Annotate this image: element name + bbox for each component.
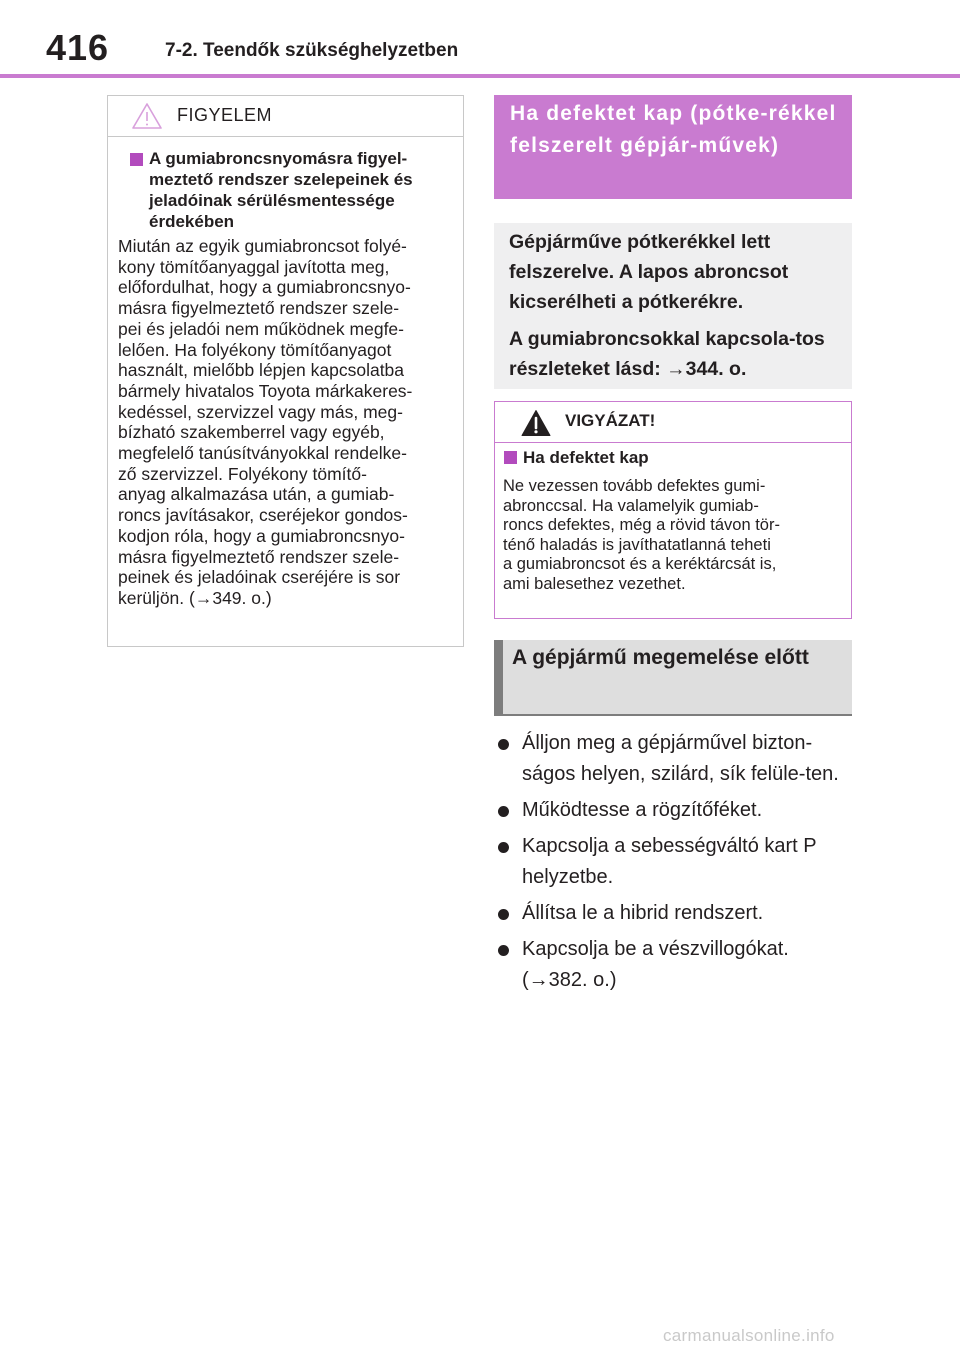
summary-paragraph: A gumiabroncsokkal kapcsola-tos részleteket lásd: →344. o. bbox=[509, 328, 825, 380]
section-heading-bar bbox=[494, 640, 503, 714]
warning-title: VIGYÁZAT! bbox=[565, 411, 656, 430]
caution-body bbox=[118, 236, 458, 609]
caution-subtitle-text: A gumiabroncsnyomásra figyel-meztető rendszer szelepeinek és jeladóinak sérülésmentessége érdekében bbox=[149, 149, 413, 231]
warning-line: ami balesethez vezethet. bbox=[503, 574, 686, 593]
summary-box bbox=[494, 223, 852, 389]
caution-line: peinek és jeladóinak cseréjére is sor bbox=[118, 567, 401, 588]
bullet-dot-icon bbox=[498, 739, 509, 750]
caution-line: anyag alkalmazása után, a gumiab- bbox=[118, 484, 395, 505]
page-number: 416 bbox=[46, 27, 110, 68]
watermark: carmanualsonline.info bbox=[663, 1326, 835, 1345]
caution-line: Miután az egyik gumiabroncsot folyé- bbox=[118, 236, 407, 256]
caution-line: használt, mielőbb lépjen kapcsolatba bbox=[118, 360, 405, 381]
bullet-dot-icon bbox=[498, 909, 509, 920]
warning-line: a gumiabroncsot és a keréktárcsát is, bbox=[503, 555, 777, 573]
section-heading-flat-tire bbox=[494, 95, 852, 199]
section-heading-text: A gépjármű megemelése előtt bbox=[512, 646, 809, 669]
warning-line: abronccsal. Ha valamelyik gumiab- bbox=[503, 496, 759, 515]
list-item-text: Kapcsolja a sebességváltó kart P helyzetbe. bbox=[522, 835, 817, 888]
warning-box bbox=[494, 401, 852, 619]
summary-text bbox=[509, 227, 844, 384]
warning-header bbox=[495, 402, 851, 443]
caution-line: ző szervizzel. Folyékony tömítő- bbox=[118, 463, 367, 484]
caution-box bbox=[107, 95, 464, 647]
warning-line: Ne vezessen tovább defektes gumi- bbox=[503, 477, 766, 495]
caution-line: megfelelő tanúsítványokkal rendelke- bbox=[118, 443, 407, 464]
chapter-title: 7-2. Teendők szükséghelyzetben bbox=[165, 40, 459, 61]
list-item bbox=[498, 898, 854, 929]
list-item-text: Kapcsolja be a vészvillogókat. (→382. o.) bbox=[522, 938, 789, 991]
list-item-text: Működtesse a rögzítőféket. bbox=[522, 799, 763, 821]
bullet-dot-icon bbox=[498, 945, 509, 956]
bullet-dot-icon bbox=[498, 806, 509, 817]
bullet-list bbox=[498, 728, 854, 1001]
list-item bbox=[498, 831, 854, 893]
caution-line: kodjon róla, hogy a gumiabroncsnyo- bbox=[118, 525, 405, 546]
list-item-text: Állítsa le a hibrid rendszert. bbox=[522, 902, 764, 924]
caution-line: másra figyelmeztető rendszer szele- bbox=[118, 298, 400, 319]
caution-line: pei és jeladói nem működnek megfe- bbox=[118, 318, 404, 339]
caution-line: előfordulhat, hogy a gumiabroncsnyo- bbox=[118, 277, 411, 298]
section-heading-text: Ha defektet kap (pótke-rékkel felszerelt gépjár-művek) bbox=[510, 102, 837, 157]
caution-line: bármely hivatalos Toyota márkakeres- bbox=[118, 380, 413, 401]
list-item bbox=[498, 934, 854, 996]
caution-header bbox=[108, 96, 463, 137]
caution-line: lelően. Ha folyékony tömítőanyagot bbox=[118, 339, 392, 360]
list-item bbox=[498, 728, 854, 790]
caution-line: roncs javításakor, cseréjekor gondos- bbox=[118, 505, 408, 526]
caution-line: kerüljön. (→349. o.) bbox=[118, 587, 272, 608]
caution-title: FIGYELEM bbox=[177, 105, 273, 125]
warning-subtitle bbox=[504, 448, 649, 468]
list-item-text: Álljon meg a gépjárművel bizton-ságos helyen, szilárd, sík felüle-ten. bbox=[522, 732, 839, 785]
square-bullet-icon bbox=[130, 153, 143, 166]
caution-line: másra figyelmeztető rendszer szele- bbox=[118, 546, 400, 567]
warning-subtitle-text: Ha defektet kap bbox=[523, 448, 649, 467]
warning-triangle-icon bbox=[521, 409, 551, 437]
caution-line: kedéssel, szervizzel vagy más, meg- bbox=[118, 401, 403, 422]
caution-line: kony tömítőanyaggal javította meg, bbox=[118, 256, 390, 277]
warning-triangle-icon bbox=[131, 102, 163, 130]
bullet-dot-icon bbox=[498, 842, 509, 853]
header-divider bbox=[0, 74, 960, 78]
warning-body bbox=[503, 477, 843, 594]
square-bullet-icon bbox=[504, 451, 517, 464]
caution-line: bízható szakemberrel vagy egyéb, bbox=[118, 422, 385, 443]
warning-line: ténő haladás is javíthatatlanná teheti bbox=[503, 535, 771, 554]
section-heading-before-lifting bbox=[494, 640, 852, 716]
list-item bbox=[498, 795, 854, 826]
warning-line: roncs defektes, még a rövid távon tör- bbox=[503, 516, 780, 534]
summary-paragraph: Gépjárműve pótkerékkel lett felszerelve. A lapos abroncsot kicserélheti a pótkerékre. bbox=[509, 231, 789, 313]
caution-subtitle bbox=[130, 148, 448, 232]
